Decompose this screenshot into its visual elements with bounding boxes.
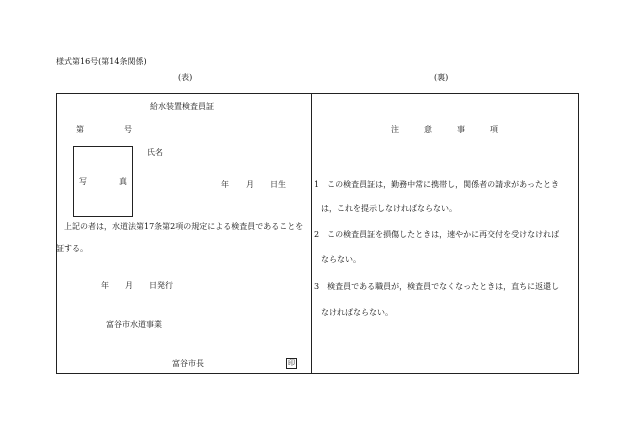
birth-month-label: 月: [246, 180, 254, 189]
note-2-line1: 2 この検査員証を損傷したときは，速やかに再交付を受けなければ: [314, 230, 560, 239]
certificate-title: 給水装置検査員証: [150, 102, 214, 111]
notes-heading-1: 注: [391, 125, 399, 134]
organization-name: 富谷市水道事業: [106, 320, 162, 329]
number-label-suffix: 号: [124, 125, 132, 134]
number-label-prefix: 第: [76, 125, 84, 134]
name-label: 氏名: [147, 148, 163, 157]
issue-year-label: 年: [101, 281, 109, 290]
photo-label-left: 写: [79, 177, 87, 186]
note-1-line2: は，これを提示しなければならない。: [321, 204, 457, 213]
note-2-line2: ならない。: [321, 255, 361, 264]
signatory-title: 富谷市長: [172, 359, 204, 368]
issue-day-label: 日発行: [149, 281, 173, 290]
certification-text-line2: 証する。: [56, 244, 88, 253]
birth-day-label: 日生: [270, 180, 286, 189]
birth-year-label: 年: [221, 180, 229, 189]
photo-label-right: 真: [119, 177, 127, 186]
form-number: 様式第16号(第14条関係): [56, 57, 147, 66]
issue-month-label: 月: [125, 281, 133, 290]
back-side-label: (裏): [434, 73, 449, 82]
notes-heading-2: 意: [424, 125, 432, 134]
note-1-line1: 1 この検査員証は，勤務中常に携帯し，関係者の請求があったとき: [314, 180, 560, 189]
front-side-label: (表): [178, 73, 193, 82]
notes-heading-3: 事: [457, 125, 465, 134]
center-divider: [311, 93, 312, 374]
note-3-line1: 3 検査員である職員が，検査員でなくなったときは，直ちに返還し: [314, 282, 560, 291]
seal-mark: 印: [288, 359, 295, 367]
notes-heading-4: 項: [490, 125, 498, 134]
note-3-line2: なければならない。: [321, 308, 393, 317]
certification-text-line1: 上記の者は，水道法第17条第2項の規定による検査員であることを: [64, 222, 304, 231]
